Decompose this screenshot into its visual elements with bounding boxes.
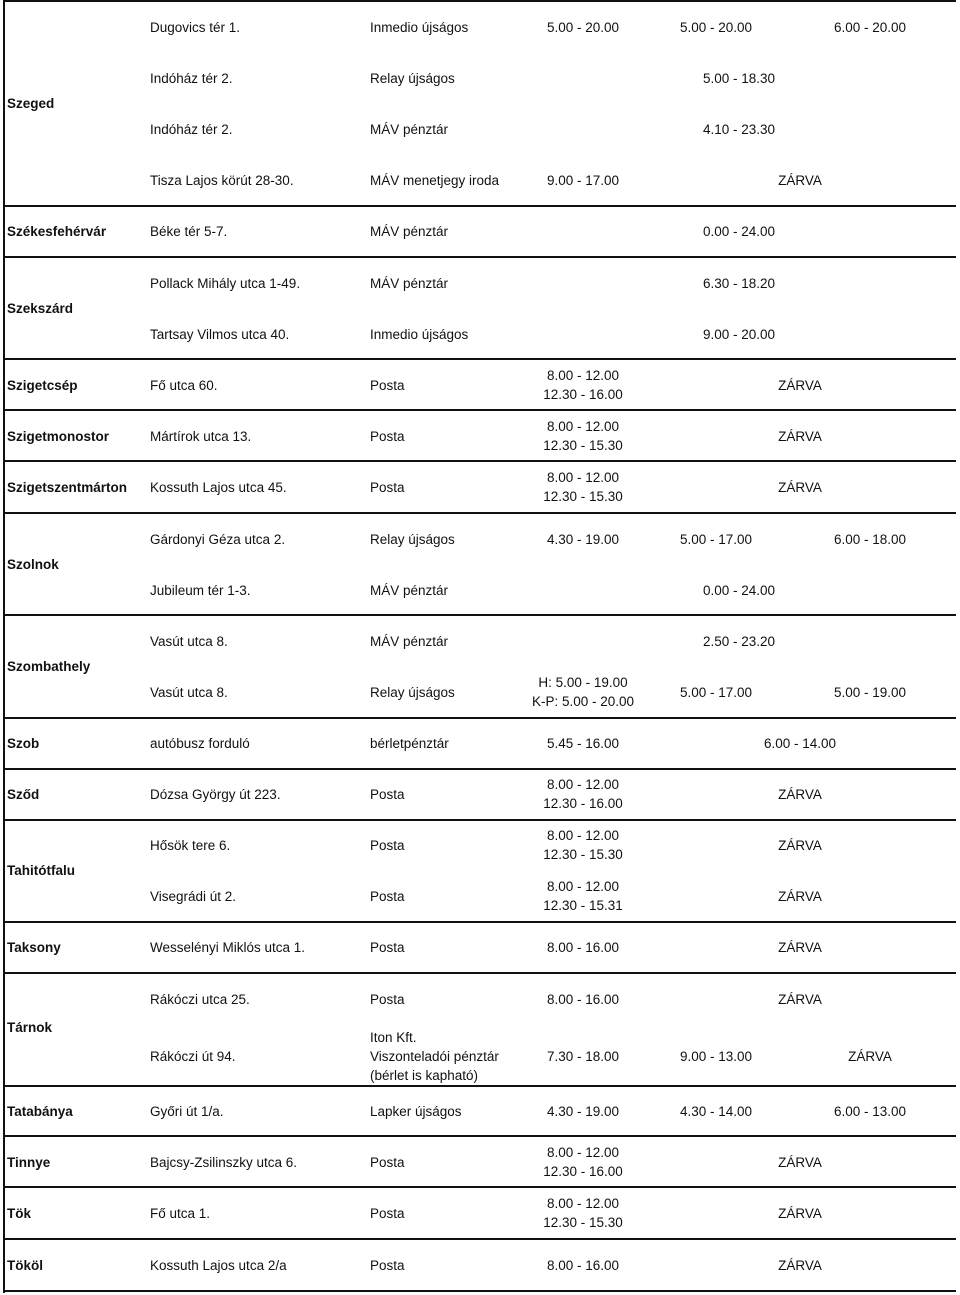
city-name: Sződ xyxy=(7,787,40,802)
hours-weekend: ZÁRVA xyxy=(778,1258,822,1273)
row-divider xyxy=(3,819,956,821)
city-name: Tököl xyxy=(7,1258,43,1273)
place-cell: Relay újságos xyxy=(370,685,455,700)
city-name: Székesfehérvár xyxy=(7,224,107,239)
place-cell: MÁV pénztár xyxy=(370,224,449,239)
address-cell: Gárdonyi Géza utca 2. xyxy=(150,532,286,547)
place-cell: MÁV pénztár xyxy=(370,122,449,137)
hours-weekday: 8.00 - 12.00 12.30 - 16.00 xyxy=(543,368,623,402)
address-cell: Győri út 1/a. xyxy=(150,1104,224,1119)
address-cell: Hősök tere 6. xyxy=(150,838,231,853)
place-cell: bérletpénztár xyxy=(370,736,449,751)
hours-allweek: 9.00 - 20.00 xyxy=(702,327,776,342)
row-divider xyxy=(3,0,956,2)
hours-weekday: 8.00 - 12.00 12.30 - 15.31 xyxy=(543,879,623,913)
row-divider xyxy=(3,1135,956,1137)
city-name: Tök xyxy=(7,1206,32,1221)
place-cell: Posta xyxy=(370,992,405,1007)
hours-saturday: 5.00 - 20.00 xyxy=(679,20,753,35)
place-cell: Posta xyxy=(370,378,405,393)
city-name: Szolnok xyxy=(7,557,59,572)
place-cell: Posta xyxy=(370,1258,405,1273)
place-cell: Posta xyxy=(370,940,405,955)
place-cell: Posta xyxy=(370,889,405,904)
place-cell: Relay újságos xyxy=(370,71,455,86)
row-divider xyxy=(3,358,956,360)
row-divider xyxy=(3,1290,956,1292)
city-name: Szigetcsép xyxy=(7,378,78,393)
hours-weekday: 7.30 - 18.00 xyxy=(546,1049,620,1064)
hours-weekday: 4.30 - 19.00 xyxy=(546,1104,620,1119)
hours-weekday: 8.00 - 16.00 xyxy=(546,992,620,1007)
city-name: Szob xyxy=(7,736,40,751)
row-divider xyxy=(3,460,956,462)
address-cell: Kossuth Lajos utca 45. xyxy=(150,480,287,495)
address-cell: Vasút utca 8. xyxy=(150,634,228,649)
place-cell: MÁV menetjegy iroda xyxy=(370,173,500,188)
hours-sunday: 6.00 - 13.00 xyxy=(833,1104,907,1119)
hours-weekday: 8.00 - 16.00 xyxy=(546,940,620,955)
place-cell: MÁV pénztár xyxy=(370,583,449,598)
place-cell: Iton Kft. Viszonteladói pénztár (bérlet is kapható) xyxy=(370,1030,499,1083)
hours-weekday: 5.00 - 20.00 xyxy=(546,20,620,35)
place-cell: Inmedio újságos xyxy=(370,20,469,35)
row-divider xyxy=(3,768,956,770)
address-cell: Mártírok utca 13. xyxy=(150,429,252,444)
hours-allweek: 4.10 - 23.30 xyxy=(702,122,776,137)
place-cell: Inmedio újságos xyxy=(370,327,469,342)
row-divider xyxy=(3,921,956,923)
hours-weekend: ZÁRVA xyxy=(778,992,822,1007)
place-cell: Lapker újságos xyxy=(370,1104,462,1119)
hours-weekday: 8.00 - 16.00 xyxy=(546,1258,620,1273)
address-cell: Kossuth Lajos utca 2/a xyxy=(150,1258,287,1273)
hours-weekend: ZÁRVA xyxy=(778,480,822,495)
address-cell: Pollack Mihály utca 1-49. xyxy=(150,276,301,291)
hours-sunday: 5.00 - 19.00 xyxy=(833,685,907,700)
row-divider xyxy=(3,256,956,258)
address-cell: Vasút utca 8. xyxy=(150,685,228,700)
city-name: Szigetmonostor xyxy=(7,429,110,444)
hours-saturday: 5.00 - 17.00 xyxy=(679,532,753,547)
hours-weekend: ZÁRVA xyxy=(778,429,822,444)
city-name: Szeged xyxy=(7,96,55,111)
hours-weekday: 8.00 - 12.00 12.30 - 15.30 xyxy=(543,1196,623,1230)
city-name: Szombathely xyxy=(7,659,91,674)
city-name: Tárnok xyxy=(7,1020,53,1035)
place-cell: Posta xyxy=(370,838,405,853)
city-name: Szigetszentmárton xyxy=(7,480,128,495)
place-cell: Posta xyxy=(370,480,405,495)
place-cell: MÁV pénztár xyxy=(370,276,449,291)
address-cell: Dózsa György út 223. xyxy=(150,787,281,802)
hours-weekend: ZÁRVA xyxy=(778,889,822,904)
address-cell: Tartsay Vilmos utca 40. xyxy=(150,327,290,342)
city-name: Taksony xyxy=(7,940,61,955)
hours-allweek: 2.50 - 23.20 xyxy=(702,634,776,649)
address-cell: Fő utca 60. xyxy=(150,378,218,393)
hours-weekend: ZÁRVA xyxy=(778,173,822,188)
hours-allweek: 6.30 - 18.20 xyxy=(702,276,776,291)
address-cell: Rákóczi út 94. xyxy=(150,1049,236,1064)
row-divider xyxy=(3,614,956,616)
hours-weekday: 8.00 - 12.00 12.30 - 15.30 xyxy=(543,470,623,504)
hours-saturday: 9.00 - 13.00 xyxy=(679,1049,753,1064)
address-cell: Jubileum tér 1-3. xyxy=(150,583,251,598)
row-divider xyxy=(3,409,956,411)
left-border xyxy=(3,0,5,1293)
row-divider xyxy=(3,1238,956,1240)
hours-weekend: ZÁRVA xyxy=(778,787,822,802)
hours-weekday: 4.30 - 19.00 xyxy=(546,532,620,547)
address-cell: Béke tér 5-7. xyxy=(150,224,228,239)
address-cell: Tisza Lajos körút 28-30. xyxy=(150,173,294,188)
row-divider xyxy=(3,1085,956,1087)
hours-weekday: 8.00 - 12.00 12.30 - 15.30 xyxy=(543,828,623,862)
address-cell: Wesselényi Miklós utca 1. xyxy=(150,940,306,955)
place-cell: MÁV pénztár xyxy=(370,634,449,649)
row-divider xyxy=(3,205,956,207)
hours-sunday: ZÁRVA xyxy=(848,1049,892,1064)
hours-weekend: ZÁRVA xyxy=(778,1206,822,1221)
place-cell: Relay újságos xyxy=(370,532,455,547)
address-cell: Rákóczi utca 25. xyxy=(150,992,250,1007)
place-cell: Posta xyxy=(370,1155,405,1170)
address-cell: Bajcsy-Zsilinszky utca 6. xyxy=(150,1155,298,1170)
place-cell: Posta xyxy=(370,787,405,802)
address-cell: Indóház tér 2. xyxy=(150,122,233,137)
city-name: Tahitótfalu xyxy=(7,863,75,878)
city-name: Tinnye xyxy=(7,1155,51,1170)
hours-saturday: 5.00 - 17.00 xyxy=(679,685,753,700)
hours-weekday: 9.00 - 17.00 xyxy=(546,173,620,188)
city-name: Szekszárd xyxy=(7,301,74,316)
hours-weekend: ZÁRVA xyxy=(778,378,822,393)
place-cell: Posta xyxy=(370,429,405,444)
hours-weekend: ZÁRVA xyxy=(778,838,822,853)
hours-sunday: 6.00 - 18.00 xyxy=(833,532,907,547)
hours-weekend: ZÁRVA xyxy=(778,940,822,955)
hours-weekday: 8.00 - 12.00 12.30 - 16.00 xyxy=(543,1145,623,1179)
hours-weekday: 5.45 - 16.00 xyxy=(546,736,620,751)
place-cell: Posta xyxy=(370,1206,405,1221)
row-divider xyxy=(3,717,956,719)
address-cell: Visegrádi út 2. xyxy=(150,889,237,904)
address-cell: Dugovics tér 1. xyxy=(150,20,241,35)
hours-weekday: H: 5.00 - 19.00 K-P: 5.00 - 20.00 xyxy=(531,675,635,709)
address-cell: autóbusz forduló xyxy=(150,736,250,751)
hours-weekday: 8.00 - 12.00 12.30 - 15.30 xyxy=(543,419,623,453)
address-cell: Fő utca 1. xyxy=(150,1206,211,1221)
hours-weekday: 8.00 - 12.00 12.30 - 16.00 xyxy=(543,777,623,811)
row-divider xyxy=(3,1186,956,1188)
row-divider xyxy=(3,972,956,974)
hours-allweek: 0.00 - 24.00 xyxy=(702,583,776,598)
hours-weekend: 6.00 - 14.00 xyxy=(763,736,837,751)
address-cell: Indóház tér 2. xyxy=(150,71,233,86)
hours-allweek: 0.00 - 24.00 xyxy=(702,224,776,239)
row-divider xyxy=(3,512,956,514)
hours-allweek: 5.00 - 18.30 xyxy=(702,71,776,86)
hours-saturday: 4.30 - 14.00 xyxy=(679,1104,753,1119)
hours-sunday: 6.00 - 20.00 xyxy=(833,20,907,35)
hours-weekend: ZÁRVA xyxy=(778,1155,822,1170)
city-name: Tatabánya xyxy=(7,1104,73,1119)
